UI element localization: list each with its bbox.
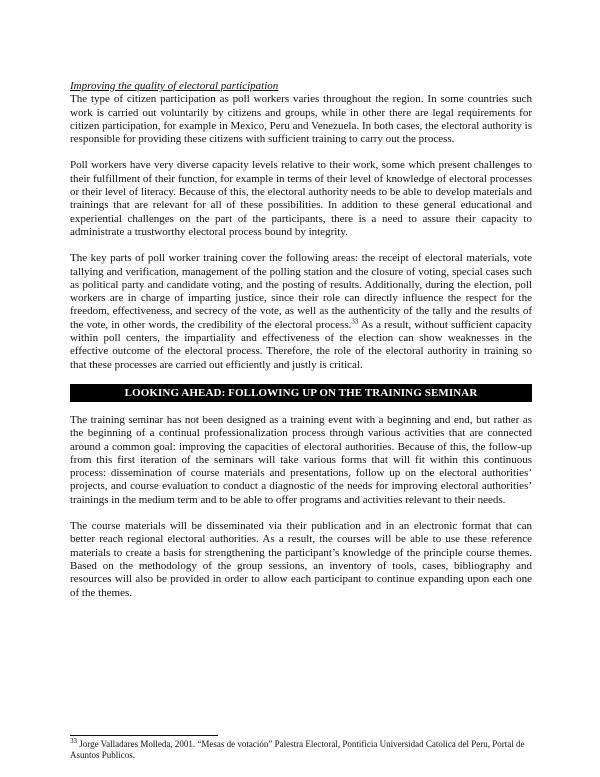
footnote-number: 33 <box>70 737 77 745</box>
paragraph-training-areas-text: The key parts of poll worker training cover the following areas: the receipt of electoral materials, vote tallying and verification, management of the polling station and the closure of voting, special cases such as political party and candidate voting, and the posting of results. Additionally, during the election, poll workers are in charge of imparting justice, since their role can directly influence the respect for the freedom, effectiveness, and secrecy of the vote, as well as the authenticity of the tally and the results of the vote, in other words, the credibility of the electoral process. <box>70 252 532 331</box>
section-subheading: Improving the quality of electoral participation <box>70 80 279 92</box>
section-banner-heading: LOOKING AHEAD: FOLLOWING UP ON THE TRAINING SEMINAR <box>70 384 532 402</box>
footnote-divider <box>70 735 218 736</box>
footnote-text: Jorge Valladares Molleda, 2001. “Mesas de votación” Palestra Electoral, Pontificia Universidad Catolica del Peru, Portal de Asuntos Publicos. <box>70 739 525 760</box>
footnote-reference[interactable]: 33 <box>351 317 359 326</box>
paragraph-training-areas-continued: As a result, without sufficient capacity within poll centers, the impartiality and effectiveness of the election can show weaknesses in the effective outcome of the electoral process. Therefore, the role of the electoral authority in training so that these processes are carried out efficiently and justly is critical. <box>70 318 532 371</box>
paragraph-poll-worker-capacity: Poll workers have very diverse capacity levels relative to their work, some which present challenges to their fulfillment of their function, for example in terms of their level of knowledge of electoral processes or their level of literacy. Because of this, the electoral authority needs to be able to develop materials and trainings that are relevant for all of these possibilities. In addition to these general educational and experiential challenges on the part of the participants, there is a need to assure their capacity to administrate a trustworthy electoral process bound by integrity. <box>70 159 532 238</box>
footnote <box>70 739 532 761</box>
paragraph-seminar-design: The training seminar has not been designed as a training event with a beginning and end, but rather as the beginning of a continual professionalization process through various activities that are connected around a common goal: improving the capacities of electoral authorities. Because of this, the follow-up from this first iteration of the seminars will take various forms that will fit within this continuous process: dissemination of course materials and presentations, follow up on the electoral authorities’ projects, and course evaluation to conduct a diagnostic of the needs for improving electoral authorities’ trainings in the medium term and to be able to offer programs and activities relevant to their needs. <box>70 413 532 506</box>
paragraph-training-areas <box>70 252 532 372</box>
paragraph-course-materials: The course materials will be disseminated via their publication and in an electronic format that can better reach regional electoral authorities. As a result, the courses will be able to use these reference materials to create a basis for strengthening the participant’s knowledge of the principle course themes. Based on the methodology of the group sessions, an inventory of tools, cases, bibliography and resources will also be provided in order to allow each participant to continue expanding upon each one of the themes. <box>70 520 532 599</box>
paragraph-citizen-participation: The type of citizen participation as poll workers varies throughout the region. In some countries such work is carried out voluntarily by citizens and groups, while in other there are legal requirements for citizen participation, for example in Mexico, Peru and Venezuela. In both cases, the electoral authority is responsible for providing these citizens with sufficient training to carry out the process. <box>70 93 532 146</box>
page-body <box>70 80 532 600</box>
